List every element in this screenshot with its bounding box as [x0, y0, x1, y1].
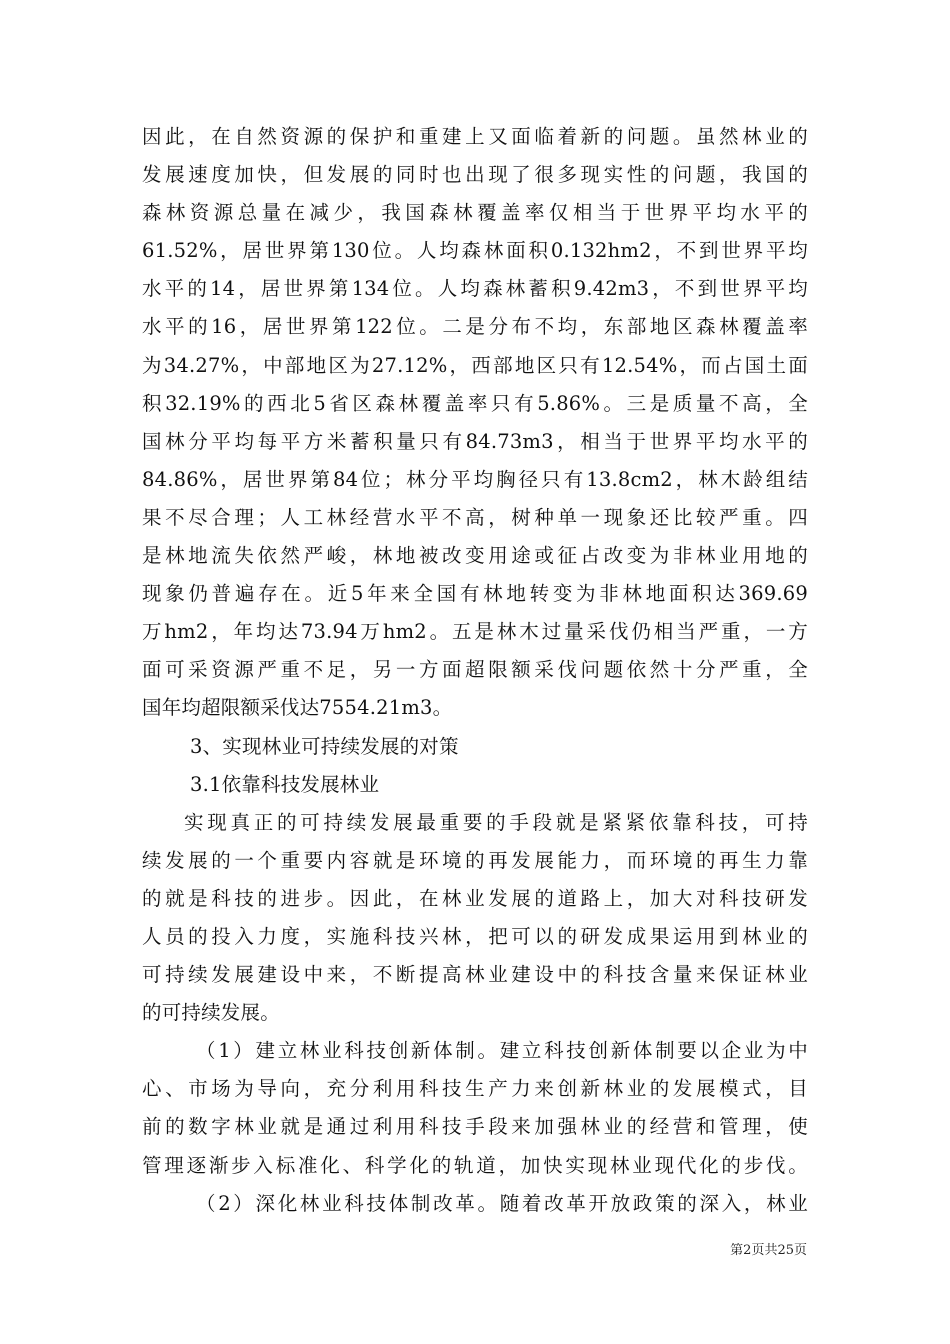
text-line: 心、市场为导向，充分利用科技生产力来创新林业的发展模式，目: [142, 1077, 808, 1101]
text-line: 实现真正的可持续发展最重要的手段就是紧紧依靠科技，可持: [184, 810, 808, 834]
text-line: 84.86%，居世界第84位；林分平均胸径只有13.8cm2，林木龄组结: [142, 467, 808, 491]
text-line: 积32.19%的西北5省区森林覆盖率只有5.86%。三是质量不高，全: [142, 391, 808, 415]
text-line: （1）建立林业科技创新体制。建立科技创新体制要以企业为中: [196, 1039, 808, 1063]
text-line: 发展速度加快，但发展的同时也出现了很多现实性的问题，我国的: [142, 163, 808, 187]
text-line: 果不尽合理；人工林经营水平不高，树种单一现象还比较严重。四: [142, 505, 808, 529]
text-line: 水平的16，居世界第122位。二是分布不均，东部地区森林覆盖率: [142, 315, 808, 339]
text-line: 人员的投入力度，实施科技兴林，把可以的研发成果运用到林业的: [142, 924, 808, 948]
text-line: 续发展的一个重要内容就是环境的再发展能力，而环境的再生力靠: [142, 848, 808, 872]
text-line: 国林分平均每平方米蓄积量只有84.73m3，相当于世界平均水平的: [142, 429, 808, 453]
section-heading: 3、实现林业可持续发展的对策: [190, 734, 459, 758]
text-line: 61.52%，居世界第130位。人均森林面积0.132hm2，不到世界平均: [142, 239, 808, 263]
text-line: （2）深化林业科技体制改革。随着改革开放政策的深入，林业: [196, 1191, 808, 1215]
body-text: [142, 118, 808, 1223]
text-line: 现象仍普遍存在。近5年来全国有林地转变为非林地面积达369.69: [142, 582, 808, 606]
text-line: 是林地流失依然严峻，林地被改变用途或征占改变为非林业用地的: [142, 544, 808, 568]
text-line: 万hm2，年均达73.94万hm2。五是林木过量采伐仍相当严重，一方: [142, 620, 808, 644]
text-line: 前的数字林业就是通过利用科技手段来加强林业的经营和管理，使: [142, 1115, 808, 1139]
text-line: 森林资源总量在减少，我国森林覆盖率仅相当于世界平均水平的: [142, 201, 808, 225]
text-line: 管理逐渐步入标准化、科学化的轨道，加快实现林业现代化的步伐。: [142, 1153, 808, 1177]
text-line: 因此，在自然资源的保护和重建上又面临着新的问题。虽然林业的: [142, 125, 808, 148]
page-number: 第2页共25页: [730, 1243, 807, 1258]
text-line: 的可持续发展。: [142, 1001, 280, 1025]
text-line: 的就是科技的进步。因此，在林业发展的道路上，加大对科技研发: [142, 886, 808, 910]
text-line: 可持续发展建设中来，不断提高林业建设中的科技含量来保证林业: [142, 963, 808, 987]
text-line: 国年均超限额采伐达7554.21m3。: [142, 696, 453, 720]
text-line: 面可采资源严重不足，另一方面超限额采伐问题依然十分严重，全: [142, 658, 808, 682]
text-line: 水平的14，居世界第134位。人均森林蓄积9.42m3，不到世界平均: [142, 277, 808, 301]
subsection-heading: 3.1依靠科技发展林业: [190, 772, 380, 796]
text-line: 为34.27%，中部地区为27.12%，西部地区只有12.54%，而占国土面: [142, 353, 808, 377]
